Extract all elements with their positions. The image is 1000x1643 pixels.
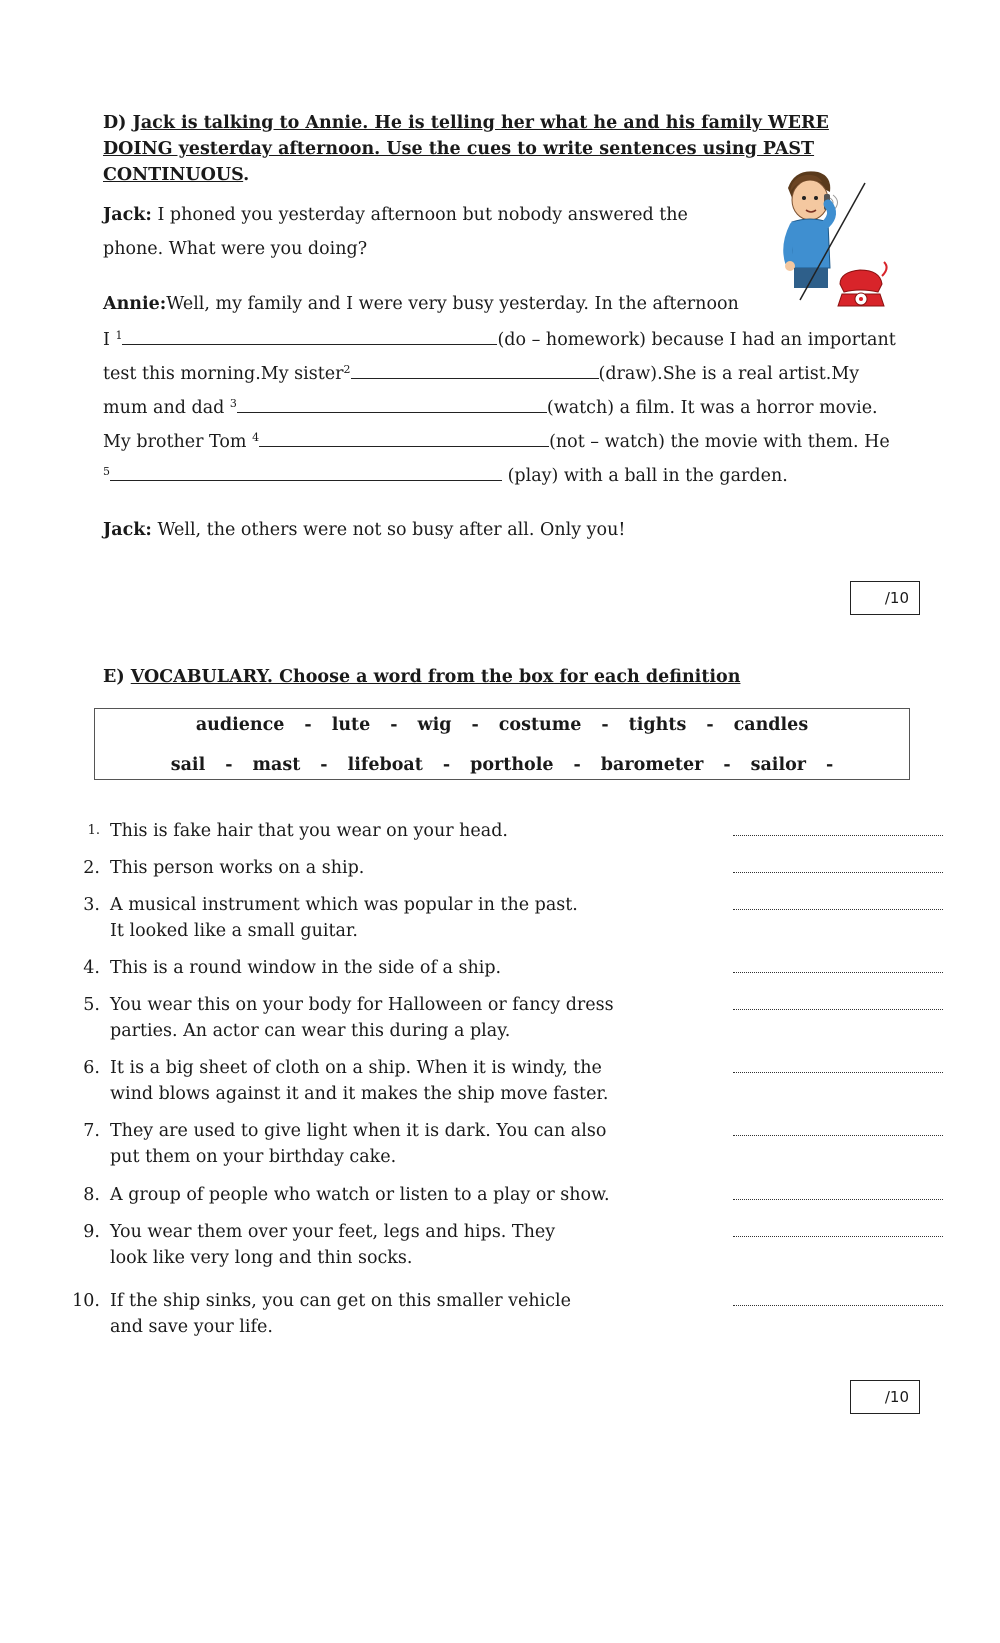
gap-line-4-pre: My brother Tom bbox=[103, 432, 253, 452]
section-d-prefix: D) bbox=[103, 113, 127, 133]
gap-line-1-post: (do – homework) because I had an important bbox=[497, 330, 896, 350]
gap-line-2-post: (draw).She is a real artist.My bbox=[598, 364, 860, 384]
gap-line-2-pre: test this morning.My sister bbox=[103, 364, 344, 384]
annie-text-1: Well, my family and I were very busy yesterday. In the afternoon bbox=[166, 294, 739, 314]
word-box-word[interactable]: sail bbox=[170, 755, 206, 775]
definition-text: look like very long and thin socks. bbox=[110, 1248, 413, 1268]
gap-4-number: 4 bbox=[252, 431, 260, 444]
word-separator: - bbox=[601, 715, 609, 735]
definition-text: You wear them over your feet, legs and hips. They bbox=[110, 1222, 556, 1242]
word-separator: - bbox=[442, 755, 451, 775]
gap-line-5-post: (play) with a ball in the garden. bbox=[502, 466, 788, 486]
answer-dotted-line[interactable] bbox=[733, 1135, 943, 1136]
definition-number: 7. bbox=[83, 1121, 100, 1141]
word-box-row-1 bbox=[95, 715, 909, 735]
definition-text: They are used to give light when it is dark. You can also bbox=[110, 1121, 607, 1141]
definition-text: It is a big sheet of cloth on a ship. When it is windy, the bbox=[110, 1058, 602, 1078]
definition-number: 9. bbox=[83, 1222, 100, 1242]
answer-blank-5[interactable] bbox=[110, 462, 502, 481]
definition-text: A musical instrument which was popular in the past. bbox=[110, 895, 578, 915]
gap-line-1-pre: I bbox=[103, 330, 116, 350]
definition-number: 3. bbox=[83, 895, 100, 915]
answer-dotted-line[interactable] bbox=[733, 1199, 943, 1200]
jack-label: Jack: bbox=[103, 205, 152, 225]
gap-line-3-pre: mum and dad bbox=[103, 398, 230, 418]
word-separator: - bbox=[390, 715, 398, 735]
word-box-word[interactable]: wig bbox=[417, 715, 452, 735]
answer-dotted-line[interactable] bbox=[733, 872, 943, 873]
definition-number: 5. bbox=[83, 995, 100, 1015]
word-box-word[interactable]: sailor bbox=[750, 755, 806, 775]
word-separator: - bbox=[225, 755, 233, 775]
word-box-word[interactable]: barometer bbox=[600, 755, 704, 775]
word-box-word[interactable]: lifeboat bbox=[347, 755, 423, 775]
word-box-word[interactable]: candles bbox=[733, 715, 809, 735]
definition-number: 8. bbox=[83, 1185, 100, 1205]
word-box-word[interactable]: audience bbox=[195, 715, 285, 735]
word-separator: - bbox=[471, 715, 479, 735]
word-box-word[interactable]: costume bbox=[498, 715, 582, 735]
definition-text: parties. An actor can wear this during a play. bbox=[110, 1021, 511, 1041]
definition-text: and save your life. bbox=[110, 1317, 273, 1337]
answer-blank-2[interactable] bbox=[351, 360, 599, 379]
gap-line-4-post: (not – watch) the movie with them. He bbox=[549, 432, 890, 452]
section-d-title bbox=[103, 110, 829, 188]
answer-blank-1[interactable] bbox=[122, 326, 497, 345]
gap-1-number: 1 bbox=[115, 329, 123, 342]
word-separator: - bbox=[706, 715, 714, 735]
gap-line-4 bbox=[103, 428, 890, 454]
gap-line-2 bbox=[103, 360, 859, 386]
definition-text: If the ship sinks, you can get on this smaller vehicle bbox=[110, 1291, 571, 1311]
definition-text: wind blows against it and it makes the ship move faster. bbox=[110, 1084, 609, 1104]
word-separator: - bbox=[826, 755, 834, 775]
section-e-title bbox=[103, 664, 740, 690]
answer-dotted-line[interactable] bbox=[733, 972, 943, 973]
annie-label: Annie: bbox=[103, 294, 167, 314]
word-separator: - bbox=[723, 755, 731, 775]
definition-text: You wear this on your body for Halloween or fancy dress bbox=[110, 995, 614, 1015]
definition-text: This is fake hair that you wear on your head. bbox=[110, 821, 508, 841]
gap-line-3 bbox=[103, 394, 878, 420]
annie-line-1 bbox=[103, 292, 739, 316]
definition-number: 2. bbox=[83, 858, 100, 878]
score-box-d[interactable]: /10 bbox=[850, 581, 920, 615]
word-separator: - bbox=[304, 715, 312, 735]
red-telephone-icon bbox=[838, 262, 887, 306]
definition-number: 1. bbox=[87, 823, 100, 838]
gap-3-number: 3 bbox=[229, 397, 237, 410]
definition-text: This person works on a ship. bbox=[110, 858, 365, 878]
gap-line-5 bbox=[103, 462, 788, 488]
definition-text: This is a round window in the side of a ship. bbox=[110, 958, 502, 978]
jack-line-2 bbox=[103, 237, 367, 261]
definition-number: 4. bbox=[83, 958, 100, 978]
word-box-word[interactable]: mast bbox=[252, 755, 301, 775]
gap-line-3-post: (watch) a film. It was a horror movie. bbox=[546, 398, 878, 418]
definition-number: 6. bbox=[83, 1058, 100, 1078]
section-d-title-line2: DOING yesterday afternoon. Use the cues to write sentences using PAST bbox=[103, 139, 815, 159]
answer-dotted-line[interactable] bbox=[733, 1072, 943, 1073]
word-box-word[interactable]: tights bbox=[628, 715, 687, 735]
word-box-word[interactable]: porthole bbox=[470, 755, 554, 775]
answer-dotted-line[interactable] bbox=[733, 835, 943, 836]
definition-text: A group of people who watch or listen to a play or show. bbox=[110, 1185, 610, 1205]
word-box-row-2 bbox=[95, 755, 909, 775]
answer-blank-3[interactable] bbox=[237, 394, 547, 413]
gap-5-number: 5 bbox=[103, 465, 110, 478]
answer-dotted-line[interactable] bbox=[733, 909, 943, 910]
answer-blank-4[interactable] bbox=[259, 428, 549, 447]
boy-on-phone-illustration bbox=[770, 168, 930, 318]
jack-text-2: phone. What were you doing? bbox=[103, 239, 368, 259]
definition-text: It looked like a small guitar. bbox=[110, 921, 358, 941]
jack-label-2: Jack: bbox=[103, 520, 152, 540]
jack-reply bbox=[103, 518, 625, 542]
definition-number: 10. bbox=[72, 1291, 100, 1311]
section-d-title-line3: CONTINUOUS bbox=[103, 165, 244, 185]
section-e-prefix: E) bbox=[103, 667, 125, 687]
word-separator: - bbox=[573, 755, 581, 775]
section-e-title-text: VOCABULARY. Choose a word from the box for each definition bbox=[130, 667, 741, 687]
word-separator: - bbox=[320, 755, 328, 775]
jack-reply-text: Well, the others were not so busy after all. Only you! bbox=[151, 520, 626, 540]
section-d-title-end: . bbox=[243, 165, 250, 185]
word-box bbox=[94, 708, 910, 780]
definition-text: put them on your birthday cake. bbox=[110, 1147, 397, 1167]
jack-text-1: I phoned you yesterday afternoon but nobody answered the bbox=[151, 205, 688, 225]
score-box-e[interactable]: /10 bbox=[850, 1380, 920, 1414]
gap-2-number: 2 bbox=[343, 363, 351, 376]
jack-line-1 bbox=[103, 203, 688, 227]
section-d-title-line1: Jack is talking to Annie. He is telling her what he and his family WERE bbox=[132, 113, 829, 133]
answer-dotted-line[interactable] bbox=[733, 1305, 943, 1306]
answer-dotted-line[interactable] bbox=[733, 1009, 943, 1010]
answer-dotted-line[interactable] bbox=[733, 1236, 943, 1237]
gap-line-1 bbox=[103, 326, 896, 352]
word-box-word[interactable]: lute bbox=[331, 715, 371, 735]
